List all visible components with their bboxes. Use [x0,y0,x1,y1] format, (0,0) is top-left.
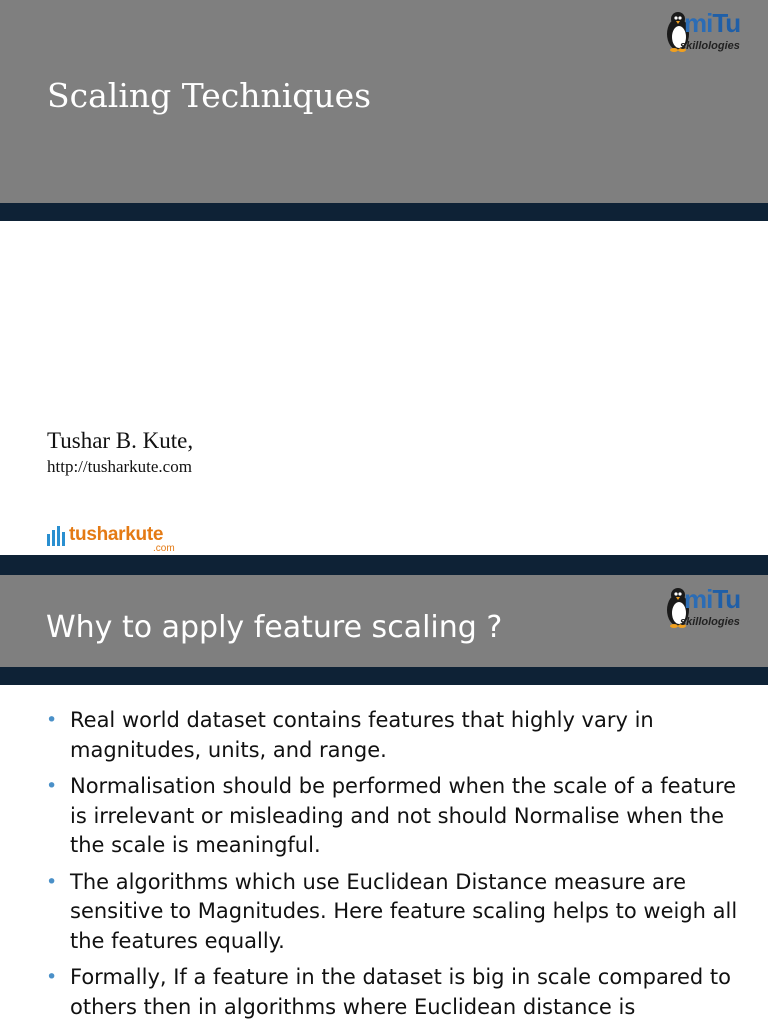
bullet-dot-icon: • [46,775,58,797]
bullet-dot-icon: • [46,966,58,988]
bullet-item [44,963,744,1022]
mitu-logo [666,6,758,60]
author-url: http://tusharkute.com [47,457,192,476]
mitu-tagline: skillologies [680,40,740,52]
bullet-text: Normalisation should be performed when the scale of a feature is irrelevant or misleading and not should Normalise when the the scale is meaningful. [70,774,737,857]
slide-separator-bar [0,555,768,575]
bullet-text: Real world dataset contains features that highly vary in magnitudes, units, and range. [70,708,654,762]
mitu-logo [666,582,758,636]
slide2-divider-bar [0,667,768,685]
tusharkute-suffix: .com [153,543,175,554]
slide1-header [0,0,768,203]
bullet-text: The algorithms which use Euclidean Distance measure are sensitive to Magnitudes. Here feature scaling helps to weigh all the features equally. [70,869,738,953]
bullet-item [44,772,744,861]
slide1-title: Scaling Techniques [47,76,372,115]
bullet-dot-icon: • [46,870,58,893]
bullet-list [44,706,744,1029]
slide2-title: Why to apply feature scaling ? [46,610,503,645]
slide1-divider-bar [0,203,768,221]
bar-chart-icon [46,526,68,546]
mitu-wordmark: miTu [684,8,741,38]
tusharkute-wordmark: tusharkute [69,524,164,545]
bullet-item [44,706,744,765]
tusharkute-logo [46,524,186,556]
bullet-item [44,868,744,957]
bullet-dot-icon: • [46,709,58,731]
mitu-tagline: skillologies [680,616,740,628]
bullet-text: Formally, If a feature in the dataset is big in scale compared to others then in algorithms where Euclidean distance is [70,965,731,1019]
mitu-wordmark: miTu [684,584,741,614]
author-name: Tushar B. Kute, [47,428,194,453]
